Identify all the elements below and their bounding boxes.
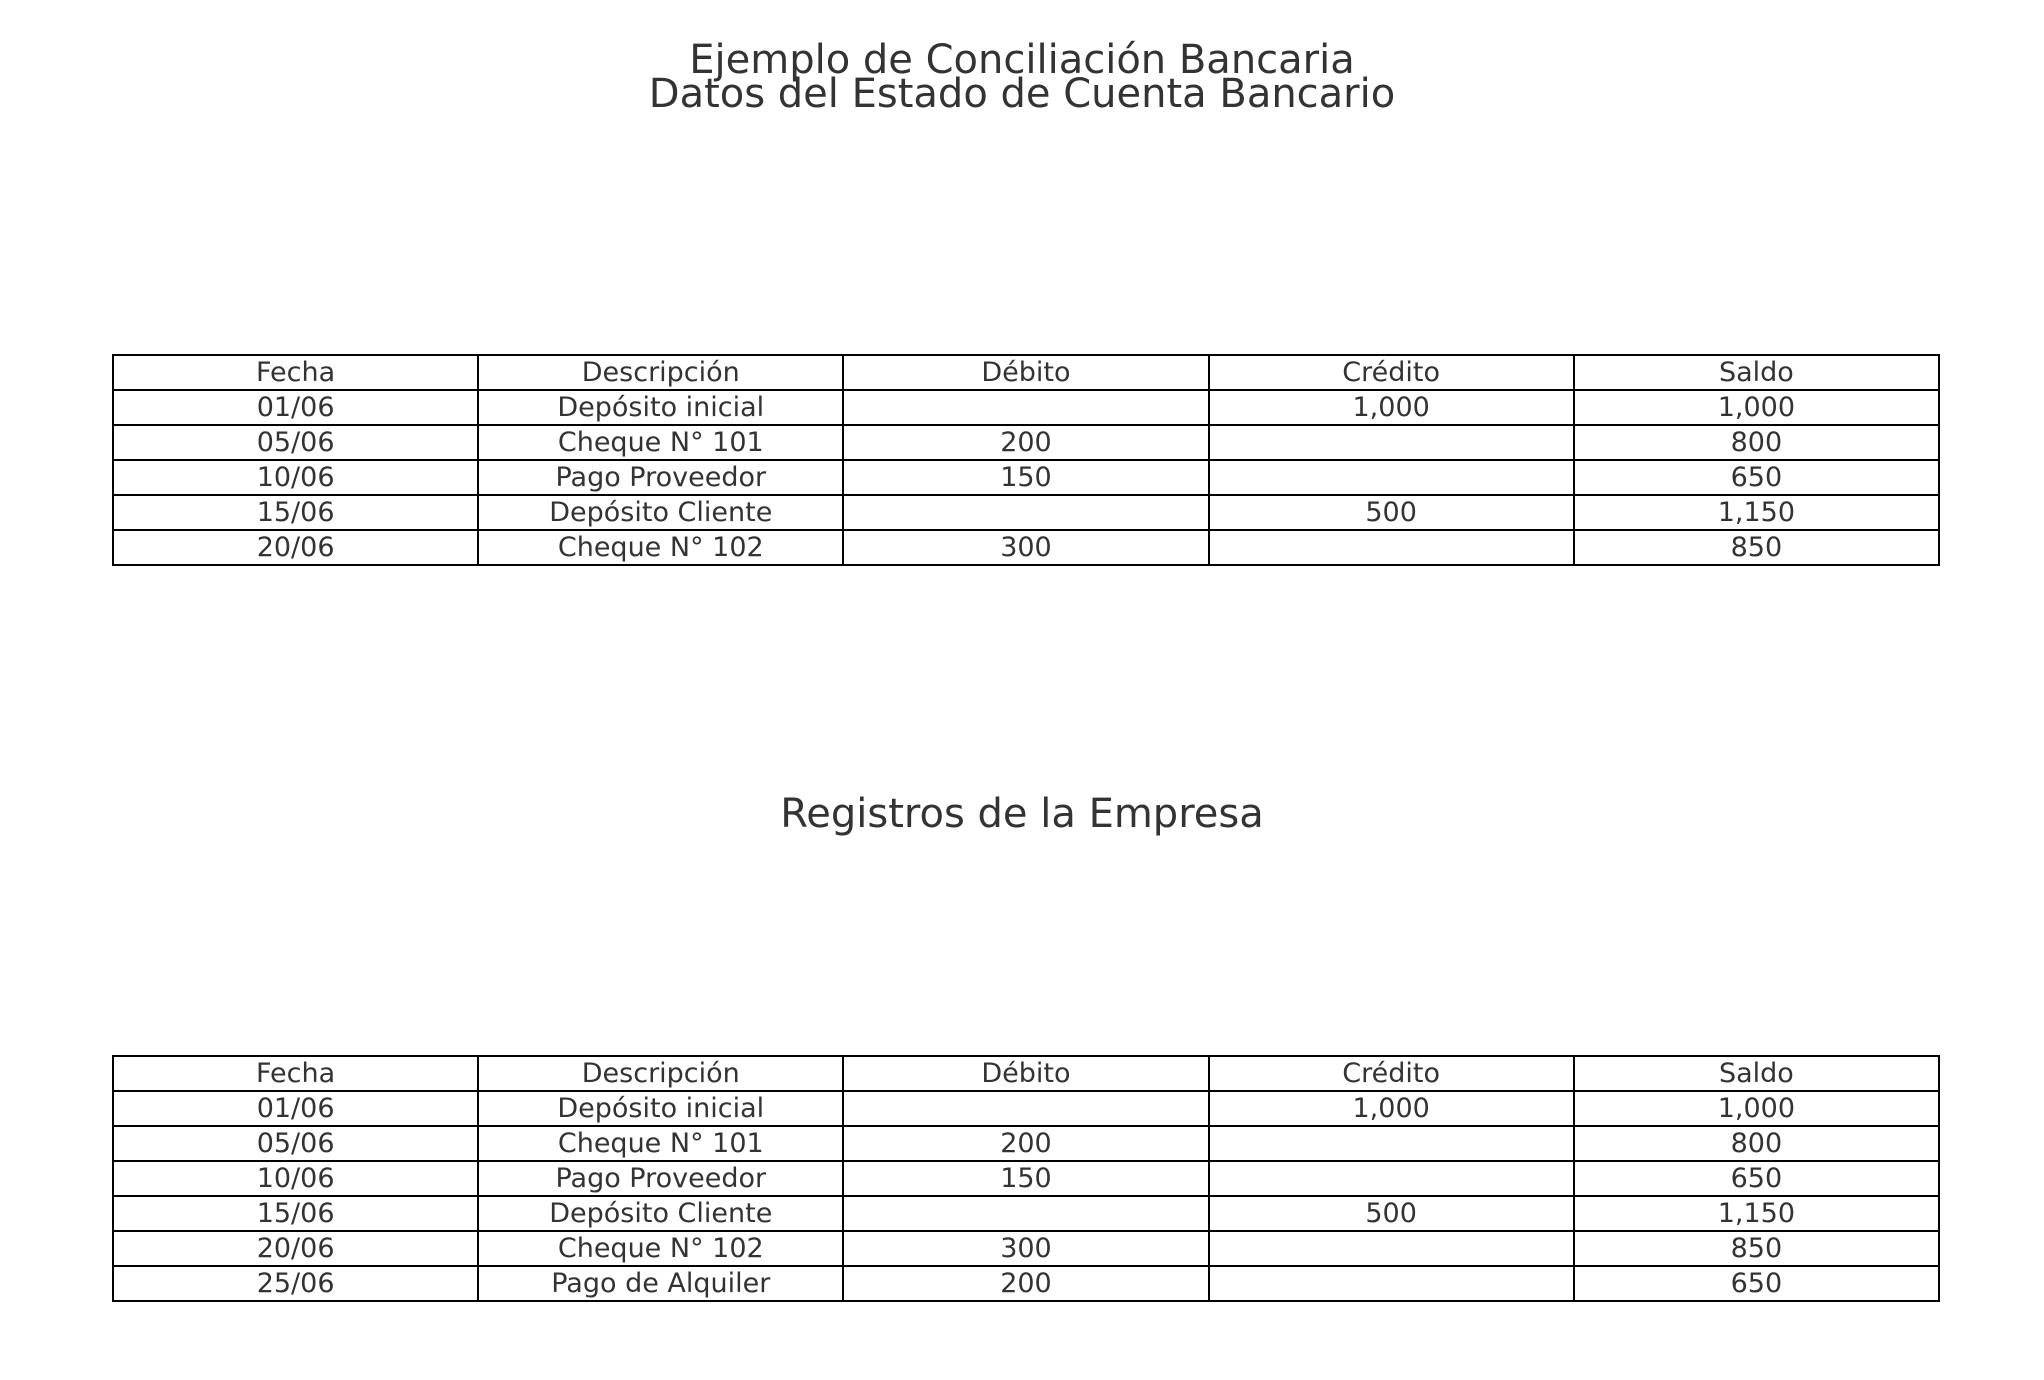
table-cell bbox=[843, 1196, 1208, 1231]
table-cell: 20/06 bbox=[113, 530, 478, 565]
column-header: Débito bbox=[843, 355, 1208, 390]
table-cell: Pago Proveedor bbox=[478, 460, 843, 495]
table-row bbox=[113, 1266, 1939, 1301]
table-cell: 10/06 bbox=[113, 1161, 478, 1196]
table-cell: 01/06 bbox=[113, 1091, 478, 1126]
table-cell bbox=[1209, 530, 1574, 565]
column-header: Saldo bbox=[1574, 1056, 1939, 1091]
table-cell: 01/06 bbox=[113, 390, 478, 425]
table-cell: 150 bbox=[843, 1161, 1208, 1196]
table-cell: 05/06 bbox=[113, 425, 478, 460]
table-row bbox=[113, 1091, 1939, 1126]
column-header: Crédito bbox=[1209, 1056, 1574, 1091]
table-cell: 15/06 bbox=[113, 495, 478, 530]
table-cell: Depósito Cliente bbox=[478, 1196, 843, 1231]
table-row bbox=[113, 460, 1939, 495]
table-cell: 650 bbox=[1574, 1161, 1939, 1196]
table-cell: Depósito Cliente bbox=[478, 495, 843, 530]
column-header: Descripción bbox=[478, 355, 843, 390]
table-cell: 800 bbox=[1574, 1126, 1939, 1161]
chart-title: Ejemplo de Conciliación Bancaria bbox=[689, 37, 1355, 83]
table-cell: 500 bbox=[1209, 495, 1574, 530]
table-row bbox=[113, 390, 1939, 425]
table-cell bbox=[1209, 1161, 1574, 1196]
table-cell: 850 bbox=[1574, 1231, 1939, 1266]
table-header-row bbox=[113, 1056, 1939, 1091]
bank-statement-title: Datos del Estado de Cuenta Bancario bbox=[648, 71, 1396, 117]
table-cell: 800 bbox=[1574, 425, 1939, 460]
table-row bbox=[113, 1161, 1939, 1196]
table-cell: 1,150 bbox=[1574, 495, 1939, 530]
table-cell: 650 bbox=[1574, 460, 1939, 495]
company-records-table bbox=[112, 1055, 1940, 1302]
table-cell bbox=[1209, 425, 1574, 460]
table-row bbox=[113, 530, 1939, 565]
column-header: Descripción bbox=[478, 1056, 843, 1091]
table-cell bbox=[843, 495, 1208, 530]
table-cell: Cheque N° 102 bbox=[478, 530, 843, 565]
table-row bbox=[113, 1126, 1939, 1161]
table-row bbox=[113, 1196, 1939, 1231]
table-cell: 200 bbox=[843, 1126, 1208, 1161]
column-header: Saldo bbox=[1574, 355, 1939, 390]
table-cell: 1,150 bbox=[1574, 1196, 1939, 1231]
table-cell: 1,000 bbox=[1209, 1091, 1574, 1126]
table-cell: 650 bbox=[1574, 1266, 1939, 1301]
table-cell: 200 bbox=[843, 425, 1208, 460]
table-row bbox=[113, 1231, 1939, 1266]
table-cell: 15/06 bbox=[113, 1196, 478, 1231]
table-header-row bbox=[113, 355, 1939, 390]
table-cell: 25/06 bbox=[113, 1266, 478, 1301]
table-cell bbox=[1209, 1266, 1574, 1301]
table-row bbox=[113, 495, 1939, 530]
column-header: Fecha bbox=[113, 1056, 478, 1091]
table-cell: 1,000 bbox=[1209, 390, 1574, 425]
table-cell: 200 bbox=[843, 1266, 1208, 1301]
table-cell: Pago Proveedor bbox=[478, 1161, 843, 1196]
bank-statement-table bbox=[112, 354, 1940, 566]
table-cell: Cheque N° 101 bbox=[478, 1126, 843, 1161]
table-cell: Depósito inicial bbox=[478, 1091, 843, 1126]
table-cell: 150 bbox=[843, 460, 1208, 495]
column-header: Débito bbox=[843, 1056, 1208, 1091]
table-cell bbox=[843, 1091, 1208, 1126]
column-header: Fecha bbox=[113, 355, 478, 390]
table-cell: 300 bbox=[843, 1231, 1208, 1266]
table-cell: 1,000 bbox=[1574, 390, 1939, 425]
table-cell: Cheque N° 102 bbox=[478, 1231, 843, 1266]
table-cell bbox=[1209, 460, 1574, 495]
table-cell bbox=[843, 390, 1208, 425]
table-cell bbox=[1209, 1126, 1574, 1161]
table-cell: Cheque N° 101 bbox=[478, 425, 843, 460]
table-cell: 10/06 bbox=[113, 460, 478, 495]
table-cell: 500 bbox=[1209, 1196, 1574, 1231]
table-cell: 300 bbox=[843, 530, 1208, 565]
table-cell: 850 bbox=[1574, 530, 1939, 565]
column-header: Crédito bbox=[1209, 355, 1574, 390]
table-cell: Depósito inicial bbox=[478, 390, 843, 425]
table-row bbox=[113, 425, 1939, 460]
table-cell bbox=[1209, 1231, 1574, 1266]
table-cell: 20/06 bbox=[113, 1231, 478, 1266]
company-records-title: Registros de la Empresa bbox=[780, 791, 1264, 837]
table-cell: Pago de Alquiler bbox=[478, 1266, 843, 1301]
table-cell: 1,000 bbox=[1574, 1091, 1939, 1126]
table-cell: 05/06 bbox=[113, 1126, 478, 1161]
